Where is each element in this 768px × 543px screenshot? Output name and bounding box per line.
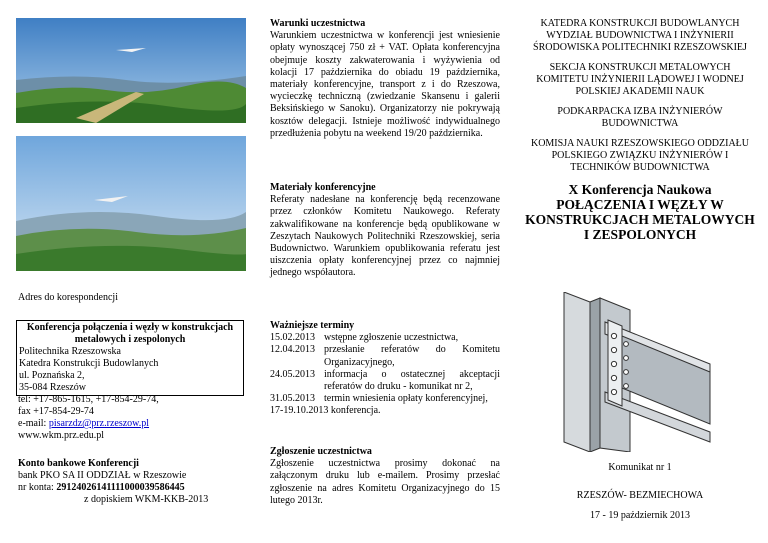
date-row (270, 369, 500, 393)
organizer-section: SEKCJA KONSTRUKCJI METALOWYCH KOMITETU INŻYNIERII LĄDOWEJ I WODNEJ POLSKIEJ AKADEMII NAUK (536, 62, 744, 97)
date-text: informacja o ostatecznej akceptacji referatów do druku - komunikat nr 2, (324, 368, 500, 393)
photo-glider-mountains (16, 136, 246, 271)
materials-text: Referaty nadesłane na konferencję będą recenzowane przez członków Komitetu Naukowego. Referaty zakwalifikowane na konferencje będą opublikowane w Zeszytach Naukowych Politechniki Rzeszowskiej, seria Budownictwo. Warunkiem opublikowania referatu jest uiszczenia opłaty konferencyjnej przez co najmniej jednego współautora. (270, 194, 500, 279)
conditions-heading: Warunki uczestnictwa (270, 18, 366, 29)
fax-number: fax +17-854-29-74 (18, 406, 94, 417)
phone-numbers: tel: +17-865-1615, +17-854-29-74, (18, 394, 159, 405)
conference-title: X Konferencja Naukowa POŁĄCZENIA I WĘZŁY W KONSTRUKCJACH METALOWYCH I ZESPOLONYCH (525, 182, 755, 242)
date-value: 24.05.2013 (270, 368, 315, 380)
conditions-section (270, 18, 500, 140)
organizer-chamber: PODKARPACKA IZBA INŻYNIERÓW BUDOWNICTWA (557, 106, 723, 129)
final-date: 17-19.10.2013 konferencja. (270, 405, 381, 417)
date-row (270, 344, 500, 368)
email-prefix: e-mail: (18, 418, 49, 429)
date-value: 12.04.2013 (270, 344, 315, 356)
registration-section (270, 446, 500, 507)
address-line: 35-084 Rzeszów (19, 382, 86, 393)
account-note: z dopiskiem WKM-KKB-2013 (84, 494, 209, 505)
address-line: Katedra Konstrukcji Budowlanych (19, 358, 159, 369)
date-text: przesłanie referatów do Komitetu Organizacyjnego, (324, 344, 500, 368)
date-row (270, 332, 500, 344)
materials-heading: Materiały konferencyjne (270, 182, 376, 193)
address-box (16, 320, 244, 396)
dates-heading: Ważniejsze terminy (270, 320, 355, 331)
email-link[interactable]: pisarzdz@prz.rzeszow.pl (48, 418, 150, 429)
contact-block (18, 394, 250, 442)
organizer-commission: KOMISJA NAUKI RZESZOWSKIEGO ODDZIAŁU POLSKIEGO ZWIĄZKU INŻYNIERÓW I TECHNIKÓW BUDOWNICTWA (530, 138, 750, 173)
date-text: wstępne zgłoszenie uczestnictwa, (324, 332, 459, 344)
conference-location: RZESZÓW- BEZMIECHOWA (576, 490, 704, 501)
registration-text: Zgłoszenie uczestnictwa prosimy dokonać na załączonym druku lub e-mailem. Prosimy przesłać zgłoszenie na adres Komitetu Organizacyjnego do 15 lutego 2013r. (270, 458, 500, 506)
conditions-text: Warunkiem uczestnictwa w konferencji jest wniesienie opłaty wynoszącej 750 zł + VAT. Opłata konferencyjna obejmuje koszty zakwaterowania i wyżywienia od kolacji 17 października do obiadu 19 października, materiały konferencyjne, transport z i do Rzeszowa, wycieczkę techniczną (zwiedzanie Skansenu i galerii Beksińskiego w Sanoku). Organizatorzy nie pokrywają kosztów delegacji. Istnieje możliwość indywidualnego przedłużenia pobytu na weekend 19/20 października. (270, 30, 500, 139)
bank-heading: Konto bankowe Konferencji (18, 458, 139, 469)
address-line: Politechnika Rzeszowska (19, 346, 121, 357)
conference-dates: 17 - 19 październik 2013 (590, 510, 690, 521)
account-line (18, 482, 250, 494)
communique-number: Komunikat nr 1 (608, 462, 672, 473)
steel-connection-illustration (560, 292, 720, 452)
website: www.wkm.prz.edu.pl (18, 430, 105, 441)
address-line: ul. Poznańska 2, (19, 370, 85, 381)
date-value: 15.02.2013 (270, 332, 315, 344)
materials-section (270, 182, 500, 280)
photo-glider-meadow (16, 18, 246, 123)
account-prefix: nr konta: (18, 482, 57, 493)
date-text: termin wniesienia opłaty konferencyjnej, (324, 393, 488, 405)
bank-name: bank PKO SA II ODDZIAŁ w Rzeszowie (18, 470, 187, 481)
address-heading: Adres do korespondencji (18, 292, 118, 303)
date-value: 31.05.2013 (270, 393, 315, 405)
date-row (270, 393, 500, 405)
registration-heading: Zgłoszenie uczestnictwa (270, 446, 372, 457)
organizers (525, 18, 755, 242)
dates-section (270, 320, 500, 418)
account-number: 29124026141111000039586445 (56, 482, 185, 493)
bank-block (18, 458, 250, 506)
email-line (18, 418, 250, 430)
organizer-department: KATEDRA KONSTRUKCJI BUDOWLANYCH WYDZIAŁ BUDOWNICTWA I INŻYNIERII ŚRODOWISKA POLITECHNIKI RZESZOWSKIEJ (533, 18, 747, 53)
address-box-title: Konferencja połączenia i węzły w konstrukcjach metalowych i zespolonych (26, 322, 234, 345)
